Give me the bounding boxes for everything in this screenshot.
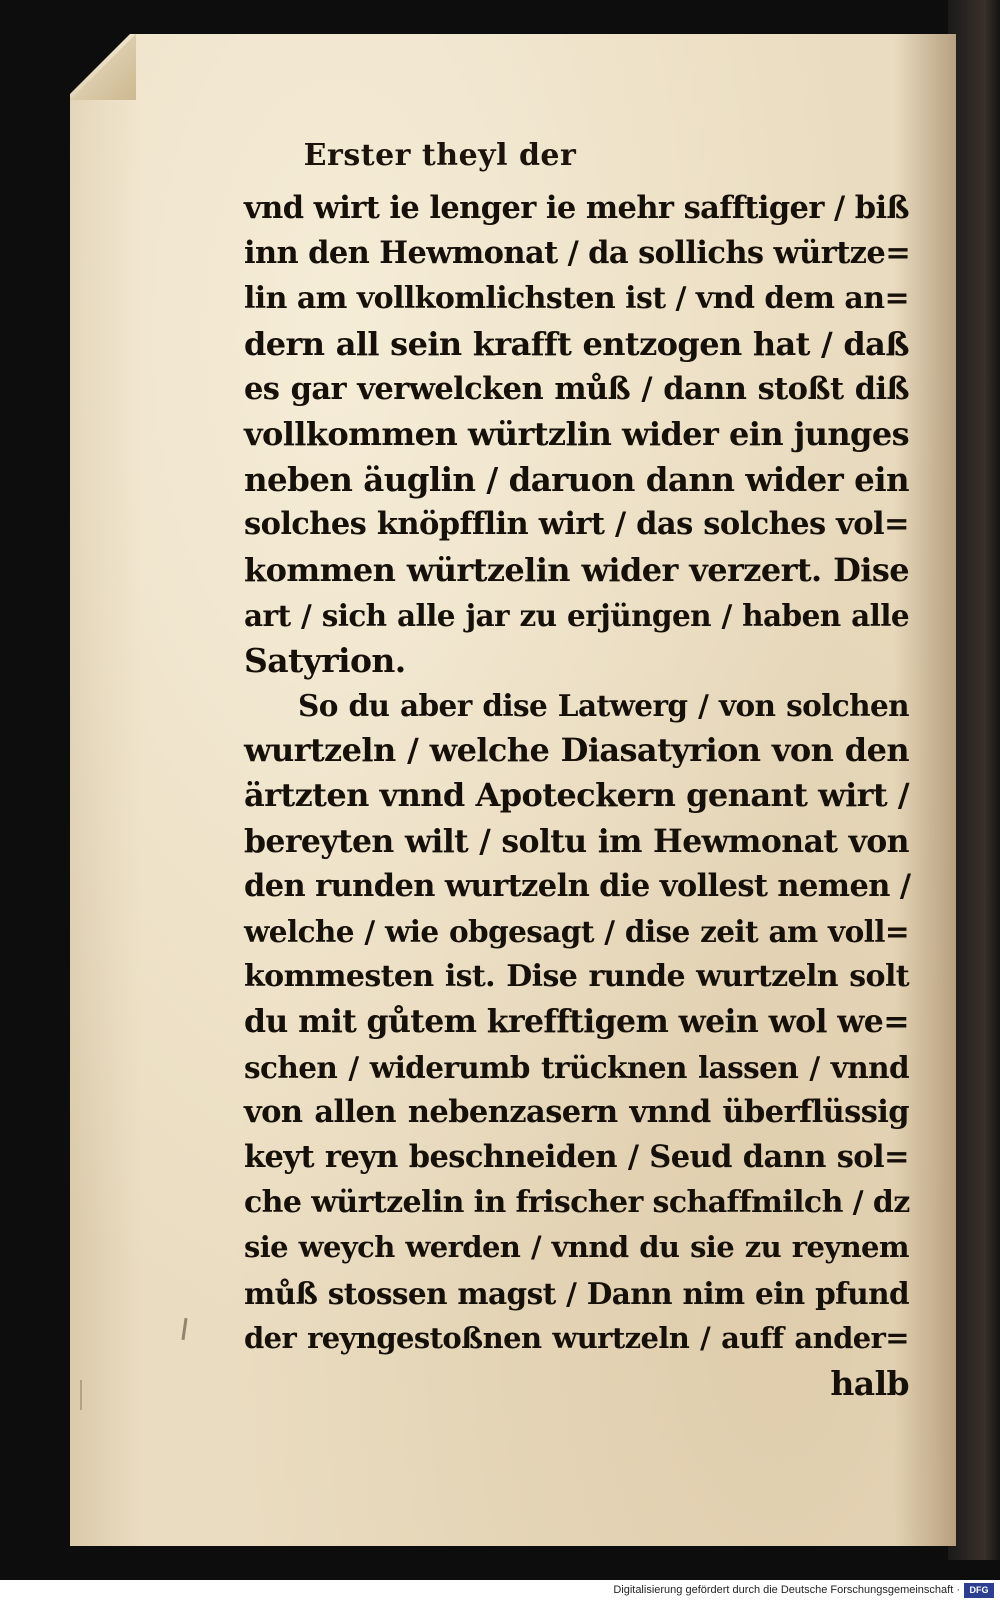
text-line: du mit gůtem krefftigem wein wol we= bbox=[244, 1003, 909, 1041]
dfg-logo-icon: DFG bbox=[964, 1583, 994, 1598]
folded-corner bbox=[70, 34, 136, 100]
text-line: dern all sein krafft entzogen hat / daß bbox=[244, 324, 909, 363]
funding-credit: Digitalisierung gefördert durch die Deutsche Forschungsgemeinschaft · bbox=[613, 1584, 960, 1596]
text-line: art / sich alle jar zu erjüngen / haben alle bbox=[244, 597, 909, 633]
text-line: che würtzelin in frischer schaffmilch / dz bbox=[244, 1185, 910, 1221]
text-line: lin am vollkomlichsten ist / vnd dem an= bbox=[244, 281, 909, 317]
text-line: kommesten ist. Dise runde wurtzeln solt bbox=[244, 959, 909, 995]
text-line: welche / wie obgesagt / dise zeit am voll= bbox=[244, 914, 909, 949]
text-line: der reyngestoßnen wurtzeln / auff ander= bbox=[244, 1320, 909, 1355]
text-line: es gar verwelcken můß / dann stoßt diß bbox=[244, 370, 909, 407]
text-line: vollkommen würtzlin wider ein junges bbox=[244, 414, 909, 453]
text-line: solches knöpfflin wirt / das solches vol= bbox=[244, 506, 909, 543]
body-text-block bbox=[244, 186, 909, 1406]
text-line: inn den Hewmonat / da sollichs würtze= bbox=[244, 235, 911, 272]
text-line: vnd wirt ie lenger ie mehr safftiger / biß bbox=[244, 190, 909, 226]
text-line: kommen würtzelin wider verzert. Dise bbox=[244, 550, 909, 589]
digitization-footer bbox=[0, 1580, 1000, 1603]
running-header: Erster theyl der bbox=[303, 138, 577, 173]
text-line: neben äuglin / daruon dann wider ein bbox=[244, 460, 909, 500]
text-line: schen / widerumb trücknen lassen / vnnd bbox=[244, 1049, 909, 1085]
paper-blemish bbox=[80, 1380, 82, 1410]
text-line: ärtzten vnnd Apoteckern genant wirt / bbox=[244, 776, 909, 815]
text-line: von allen nebenzasern vnnd überflüssig bbox=[244, 1093, 909, 1130]
text-line: Satyrion. bbox=[244, 640, 406, 680]
text-line: sie weych werden / vnnd du sie zu reynem bbox=[244, 1230, 909, 1265]
text-line: keyt reyn beschneiden / Seud dann sol= bbox=[244, 1138, 909, 1175]
paragraph-start-line: So du aber dise Latwerg / von solchen bbox=[298, 688, 909, 724]
text-line: den runden wurtzeln die vollest nemen / bbox=[244, 867, 911, 904]
text-line: můß stossen magst / Dann nim ein pfund bbox=[244, 1275, 909, 1311]
catchword: halb bbox=[830, 1363, 909, 1403]
text-line: wurtzeln / welche Diasatyrion von den bbox=[244, 731, 909, 770]
text-line: bereyten wilt / soltu im Hewmonat von bbox=[244, 822, 909, 860]
